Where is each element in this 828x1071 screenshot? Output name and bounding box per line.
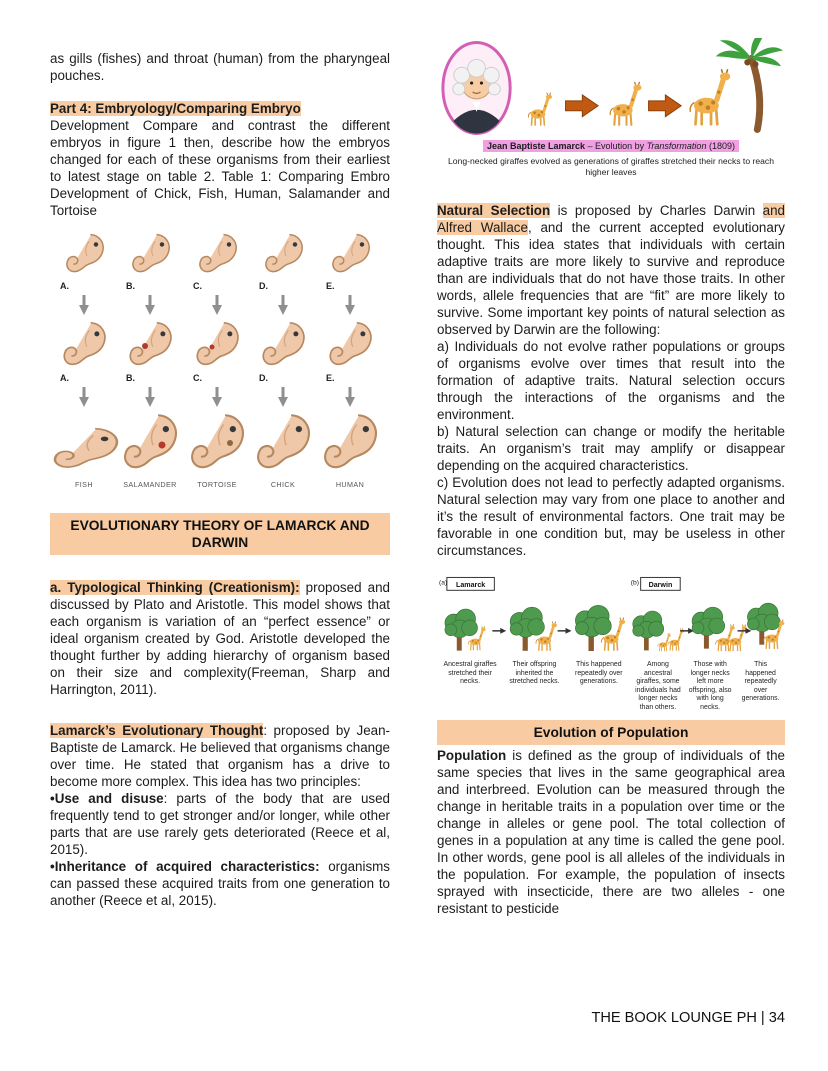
species-label: CHICK [270, 480, 296, 489]
typological-body: proposed and discussed by Plato and Aristotle. This model shows that each organism is variation of an “perfect essence” or ideal organism created by God. Aristotle developed the thought further by adding hierarchy of organism based on their size and complexity(Freeman, Sharp and Harrington, 2011). [50, 580, 390, 697]
panel-a-stages [445, 605, 625, 651]
lamarck-figure-caption [437, 140, 785, 152]
lamarck-figure-subcaption: Long-necked giraffes evolved as generations of giraffes stretched their necks to reach higher leaves [448, 156, 774, 177]
part4-heading-text: Part 4: Embryology/Comparing Embryo [50, 101, 301, 116]
caption-b2: Those with longer necks left more offspring, also with long necks. [688, 661, 732, 711]
evolution-theory-heading: EVOLUTIONARY THEORY OF LAMARCK AND DARWIN [50, 513, 390, 555]
species-label: FISH [75, 480, 93, 489]
caption-b3: This happened repeatedly over generations. [741, 661, 780, 702]
giraffe-large-icon [690, 69, 730, 124]
embryo-letter: C. [193, 281, 202, 291]
lamarck-paragraph [50, 722, 390, 790]
caption-a3: This happened repeatedly over generations. [575, 661, 623, 685]
embryo-letter: B. [126, 373, 135, 383]
embryo-letter: C. [193, 373, 202, 383]
species-label: SALAMANDER [123, 480, 177, 489]
caption-b1: Among ancestral giraffes, some individuals had longer necks than others. [635, 661, 681, 711]
comparison-figure-captions [437, 661, 785, 712]
species-label: TORTOISE [197, 480, 237, 489]
natural-selection-point-c: c) Evolution does not lead to perfectly adapted organisms. Natural selection may vary from one place to another and it’s the result of environmental factors. One trait may be favorable in one condition but, may be useless in other circumstances. [437, 475, 785, 558]
panel-b-stages [633, 603, 785, 651]
natural-selection-point-a: a) Individuals do not evolve rather populations or groups of organisms evolve over times that result into the formation of adaptive traits. Natural selection occurs through the interactions of the organisms and the environment. [437, 339, 785, 422]
use-disuse-lead: •Use and disuse [50, 791, 164, 806]
part4-heading [50, 100, 390, 117]
natural-selection-paragraph [437, 202, 785, 338]
lamarck-body: : proposed by Jean-Baptiste de Lamarck. He believed that organisms change over time. He stated that organism has a drive to become more complex. This idea has two principles: [50, 723, 390, 789]
inheritance-paragraph [50, 858, 390, 909]
lamarck-box-label: Lamarck [455, 580, 486, 589]
embryo-letter: B. [126, 281, 135, 291]
giraffe-small-icon [528, 93, 552, 125]
left-column [50, 50, 390, 909]
inheritance-body: organisms can passed these acquired traits from one generation to another (Reece et al, 2015). [50, 859, 390, 908]
down-arrow-icons-row-1 [79, 295, 355, 315]
inheritance-lead: •Inheritance of acquired characteristics: [50, 859, 320, 874]
typological-paragraph [50, 579, 390, 698]
population-body: is defined as the group of individuals of the same species that lives in the same geographical area and interbreed. Evolution can be measured through the change in heritable traits in a population over time or the change in alleles or gene pool. The total collection of genes in a population at any time is called the gene pool. In other words, gene pool is all alleles of the individuals in the population. For example, the population of insects sprayed with insecticide, there are two alleles - one resistant to pesticide [437, 748, 785, 916]
population-lead: Population [437, 748, 507, 763]
embryo-comparison-figure [50, 231, 386, 493]
embryo-letter: D. [259, 281, 268, 291]
page-footer: THE BOOK LOUNGE PH | 34 [591, 1010, 785, 1026]
lamarck-lead: Lamarck’s Evolutionary Thought [50, 723, 264, 738]
natural-selection-mid: is proposed by Charles Darwin [550, 203, 763, 218]
caption-a2: Their offspring inherited the stretched necks. [509, 661, 560, 685]
embryo-letter: A. [60, 281, 69, 291]
lamarck-darwin-comparison-figure [437, 575, 785, 659]
caption-a1: Ancestral giraffes stretched their necks. [443, 661, 497, 685]
typological-lead: a. Typological Thinking (Creationism): [50, 580, 300, 595]
intro-paragraph: as gills (fishes) and throat (human) from the pharyngeal pouches. [50, 51, 390, 83]
population-paragraph [437, 747, 785, 917]
giraffe-medium-icon [610, 82, 641, 125]
caption-mid: – Evolution by [585, 141, 647, 151]
embryo-species-labels [75, 480, 364, 489]
down-arrow-icons-row-2 [79, 387, 355, 407]
natural-selection-point-b: b) Natural selection can change or modify the heritable traits. An organism’s trait may amplify or disappear depending on the acquired characteristics. [437, 424, 785, 473]
caption-end: (1809) [706, 141, 735, 151]
embryo-letter: E. [326, 373, 335, 383]
right-arrow-icon [649, 95, 682, 117]
lamarck-portrait-icon [443, 43, 510, 136]
right-arrow-icon [566, 95, 599, 117]
caption-italic: Transformation [646, 141, 707, 151]
darwin-box-label: Darwin [648, 580, 673, 589]
embryo-letter: A. [60, 373, 69, 383]
palm-tree-icon [716, 38, 783, 130]
embryo-row-3 [55, 415, 376, 467]
use-disuse-paragraph [50, 790, 390, 858]
natural-selection-lead2: and Alfred Wallace [437, 203, 785, 235]
embryo-letter: E. [326, 281, 335, 291]
natural-selection-lead: Natural Selection [437, 203, 551, 218]
population-heading: Evolution of Population [437, 720, 785, 745]
caption-name: Jean Baptiste Lamarck [487, 141, 586, 151]
embryo-row-1 [60, 235, 369, 291]
use-disuse-body: : parts of the body that are used frequently tend to get stronger and/or longer, while other parts that are use rarely gets deteriorated (Reece et al, 2015). [50, 791, 391, 857]
embryo-letter: D. [259, 373, 268, 383]
right-column [437, 38, 785, 917]
natural-selection-body: , and the current accepted evolutionary thought. This idea states that individuals with certain adaptive traits are more likely to survive and reproduce than are individuals that do not have those traits. In other words, allele frequencies that are “fit” are more likely to survive. Some important key points of natural selection as observed by Darwin are the following: [437, 220, 785, 337]
panel-a-label: (a) [438, 579, 448, 587]
part4-body: Development Compare and contrast the different embryos in figure 1 then, describe how the embryos changed for each of these organisms from their earliest to latest stage on table 2. Table 1: Comparing Embro Development of Chick, Fish, Human, Salamander and Tortoise [50, 118, 390, 218]
embryo-row-2 [60, 323, 371, 383]
species-label: HUMAN [335, 480, 365, 489]
lamarck-evolution-figure [437, 38, 785, 138]
panel-b-label: (b) [630, 579, 639, 587]
